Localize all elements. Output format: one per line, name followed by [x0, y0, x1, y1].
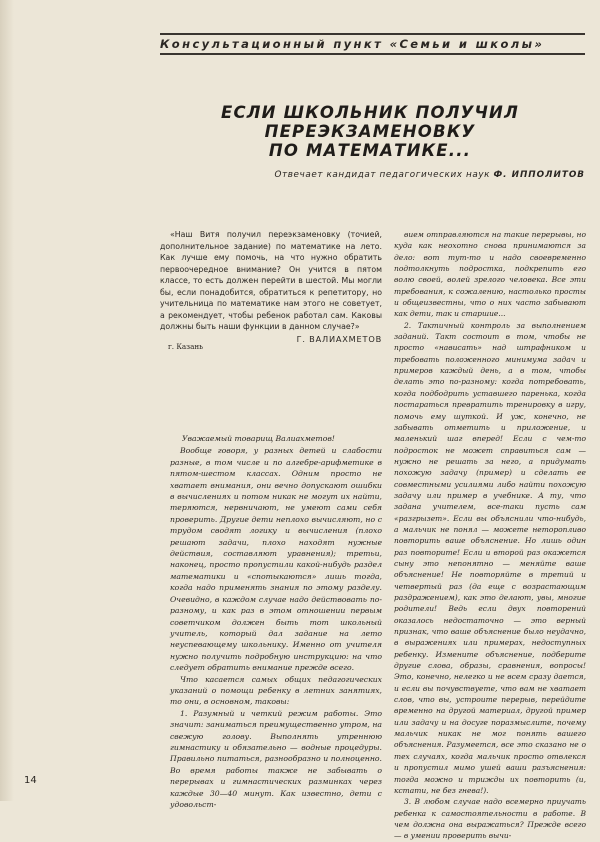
- article-byline: [195, 170, 585, 180]
- byline-prefix: Отвечает кандидат педагогических наук: [274, 170, 491, 180]
- right-paragraph-1: вием отправляются на такие перерывы, но куда как неохотно снова принимаются за дело: вот тут-то и надо своевременно подтолкнуть подростка, подкрепить его волю своей, волей зрелого человека. Все эти требования, к сожалению, настолько просты и общеизвестны, что о них часто забывают как дети, так и старшие...: [394, 230, 586, 319]
- answer-column-left: [170, 433, 382, 810]
- rubric-rule-top: [160, 33, 585, 35]
- reader-letter: [160, 229, 382, 333]
- letter-signature: Г. ВАЛИАХМЕТОВ: [296, 334, 382, 344]
- rubric-rule-bottom: [160, 53, 585, 55]
- right-paragraph-2: 2. Тактичный контроль за выполнением заданий. Такт состоит в том, чтобы не просто «нависать» над штрафником и требовать положенного минимума задач и примеров каждый день, а в том, чтобы делать это по-разному: когда потребовать, когда подбодрить уставшего паренька, когда постараться превратить тренировку в игру, помочь ему шуткой. И уж, конечно, не забывать отметить и приложение, и маленький шаг вперед! Если с чем-то подросток не может справиться сам — нужно не решать за него, а придумать похожую задачу (пример) и сделать ее совместными усилиями либо найти похожую задачу или пример в учебнике. А ту, что задана учителем, все-таки пусть сам «разгрызет». Если вы объяснили что-нибудь, а мальчик не понял — можете неторопливо повторить ваше объяснение. Но лишь один раз повторите! Если и второй раз окажется сыну это непонятно — меняйте ваше объяснение! Не повторяйте в третий и четвертый раз (да еще с возрастающим раздражением), как это делают, увы, многие родители! Ведь если двух повторений оказалось недостаточно — это верный признак, что ваше объяснение было неудачно, в выражениях или примерах, недоступных ребенку. Измените объяснение, подберите другие слова, образы, сравнения, вопросы! Это, конечно, нелегко и не всем сразу дается, и если вы почувствуете, что вам не хватает слов, что вы, устроите перерыв, перейдите временно на другой материал, другой пример или задачу и на досуге поразмыслите, почему мальчик никак не мог понять вашего объяснения. Разумеется, все это сказано не о тех случаях, когда мальчик просто отвлекся и пропустил мимо ушей ваши разъяснения: тогда можно и трижды их повторить (и, кстати, не без гнева!).: [394, 320, 586, 795]
- answer-greeting: Уважаемый товарищ Валиахметов!: [182, 434, 335, 443]
- answer-paragraph-1: Вообще говоря, у разных детей и слабости разные, в том числе и по алгебре-арифметике в пятом-шестом классах. Одним просто не хватает внимания, они вечно допускают ошибки в вычислениях и потом никак не могут их найти, теряются, нервничают, не умеют сами себя проверить. Другие дети неплохо вычисляют, но с трудом сводят логику и вычисления (плохо решают задачи, плохо находят нужные действия, составляют уравнения); третьи, наконец, просто пропустили какой-нибудь раздел математики и «спотыкаются» лишь тогда, когда надо применять знания по этому разделу. Очевидно, в каждом случае надо действовать по-разному, и как раз в этом отношении первым советчиком должен быть тот школьный учитель, который дал задание на лето неуспевающему школьнику. Именно от учителя нужно получить подробную инструкцию: на что следует обратить внимание прежде всего.: [170, 446, 382, 673]
- article-title: [150, 103, 590, 160]
- article-title-line-1: ЕСЛИ ШКОЛЬНИК ПОЛУЧИЛ ПЕРЕЭКЗАМЕНОВКУ: [221, 103, 519, 141]
- page-number: 14: [24, 775, 37, 786]
- section-rubric: Консультационный пункт «Семьи и школы»: [160, 37, 545, 51]
- letter-city: г. Казань: [168, 342, 204, 351]
- answer-paragraph-3: 1. Разумный и четкий режим работы. Это значит: заниматься преимущественно утром, на свежую голову. Выполнять утреннюю гимнастику и обязательно — водные процедуры. Правильно питаться, разнообразно и полноценно. Во время работы также не забывать о перерывах и гимнастических разминках через каждые 30—40 минут. Как известно, дети с удовольст-: [170, 708, 382, 809]
- article-title-line-2: ПО МАТЕМАТИКЕ...: [268, 141, 472, 160]
- reader-letter-text: «Наш Витя получил переэкзаменовку (точией, дополнительное задание) по математике на лето. Как лучше ему помочь, на что нужно обратить первоочередное внимание? Он учится в пятом классе, то есть должен перейти в шестой. Мы могли бы, если понадобится, обратиться к репетитору, но учительница по математике нам этого не советует, а рекомендует, чтобы ребенок работал сам. Каковы должны быть наши функции в данном случае?»: [160, 230, 382, 331]
- right-paragraph-3: 3. В любом случае надо всемерно приучать ребенка к самостоятельности в работе. В чем должна она выражаться? Прежде всего — в умении проверить вычи-: [394, 797, 586, 841]
- byline-author: Ф. ИППОЛИТОВ: [493, 170, 585, 180]
- answer-paragraph-2: Что касается самых общих педагогических указаний о помощи ребенку в летних занятиях, то они, в основном, таковы:: [170, 674, 382, 707]
- answer-column-right: [394, 229, 586, 842]
- page-spine-shadow: [0, 0, 14, 801]
